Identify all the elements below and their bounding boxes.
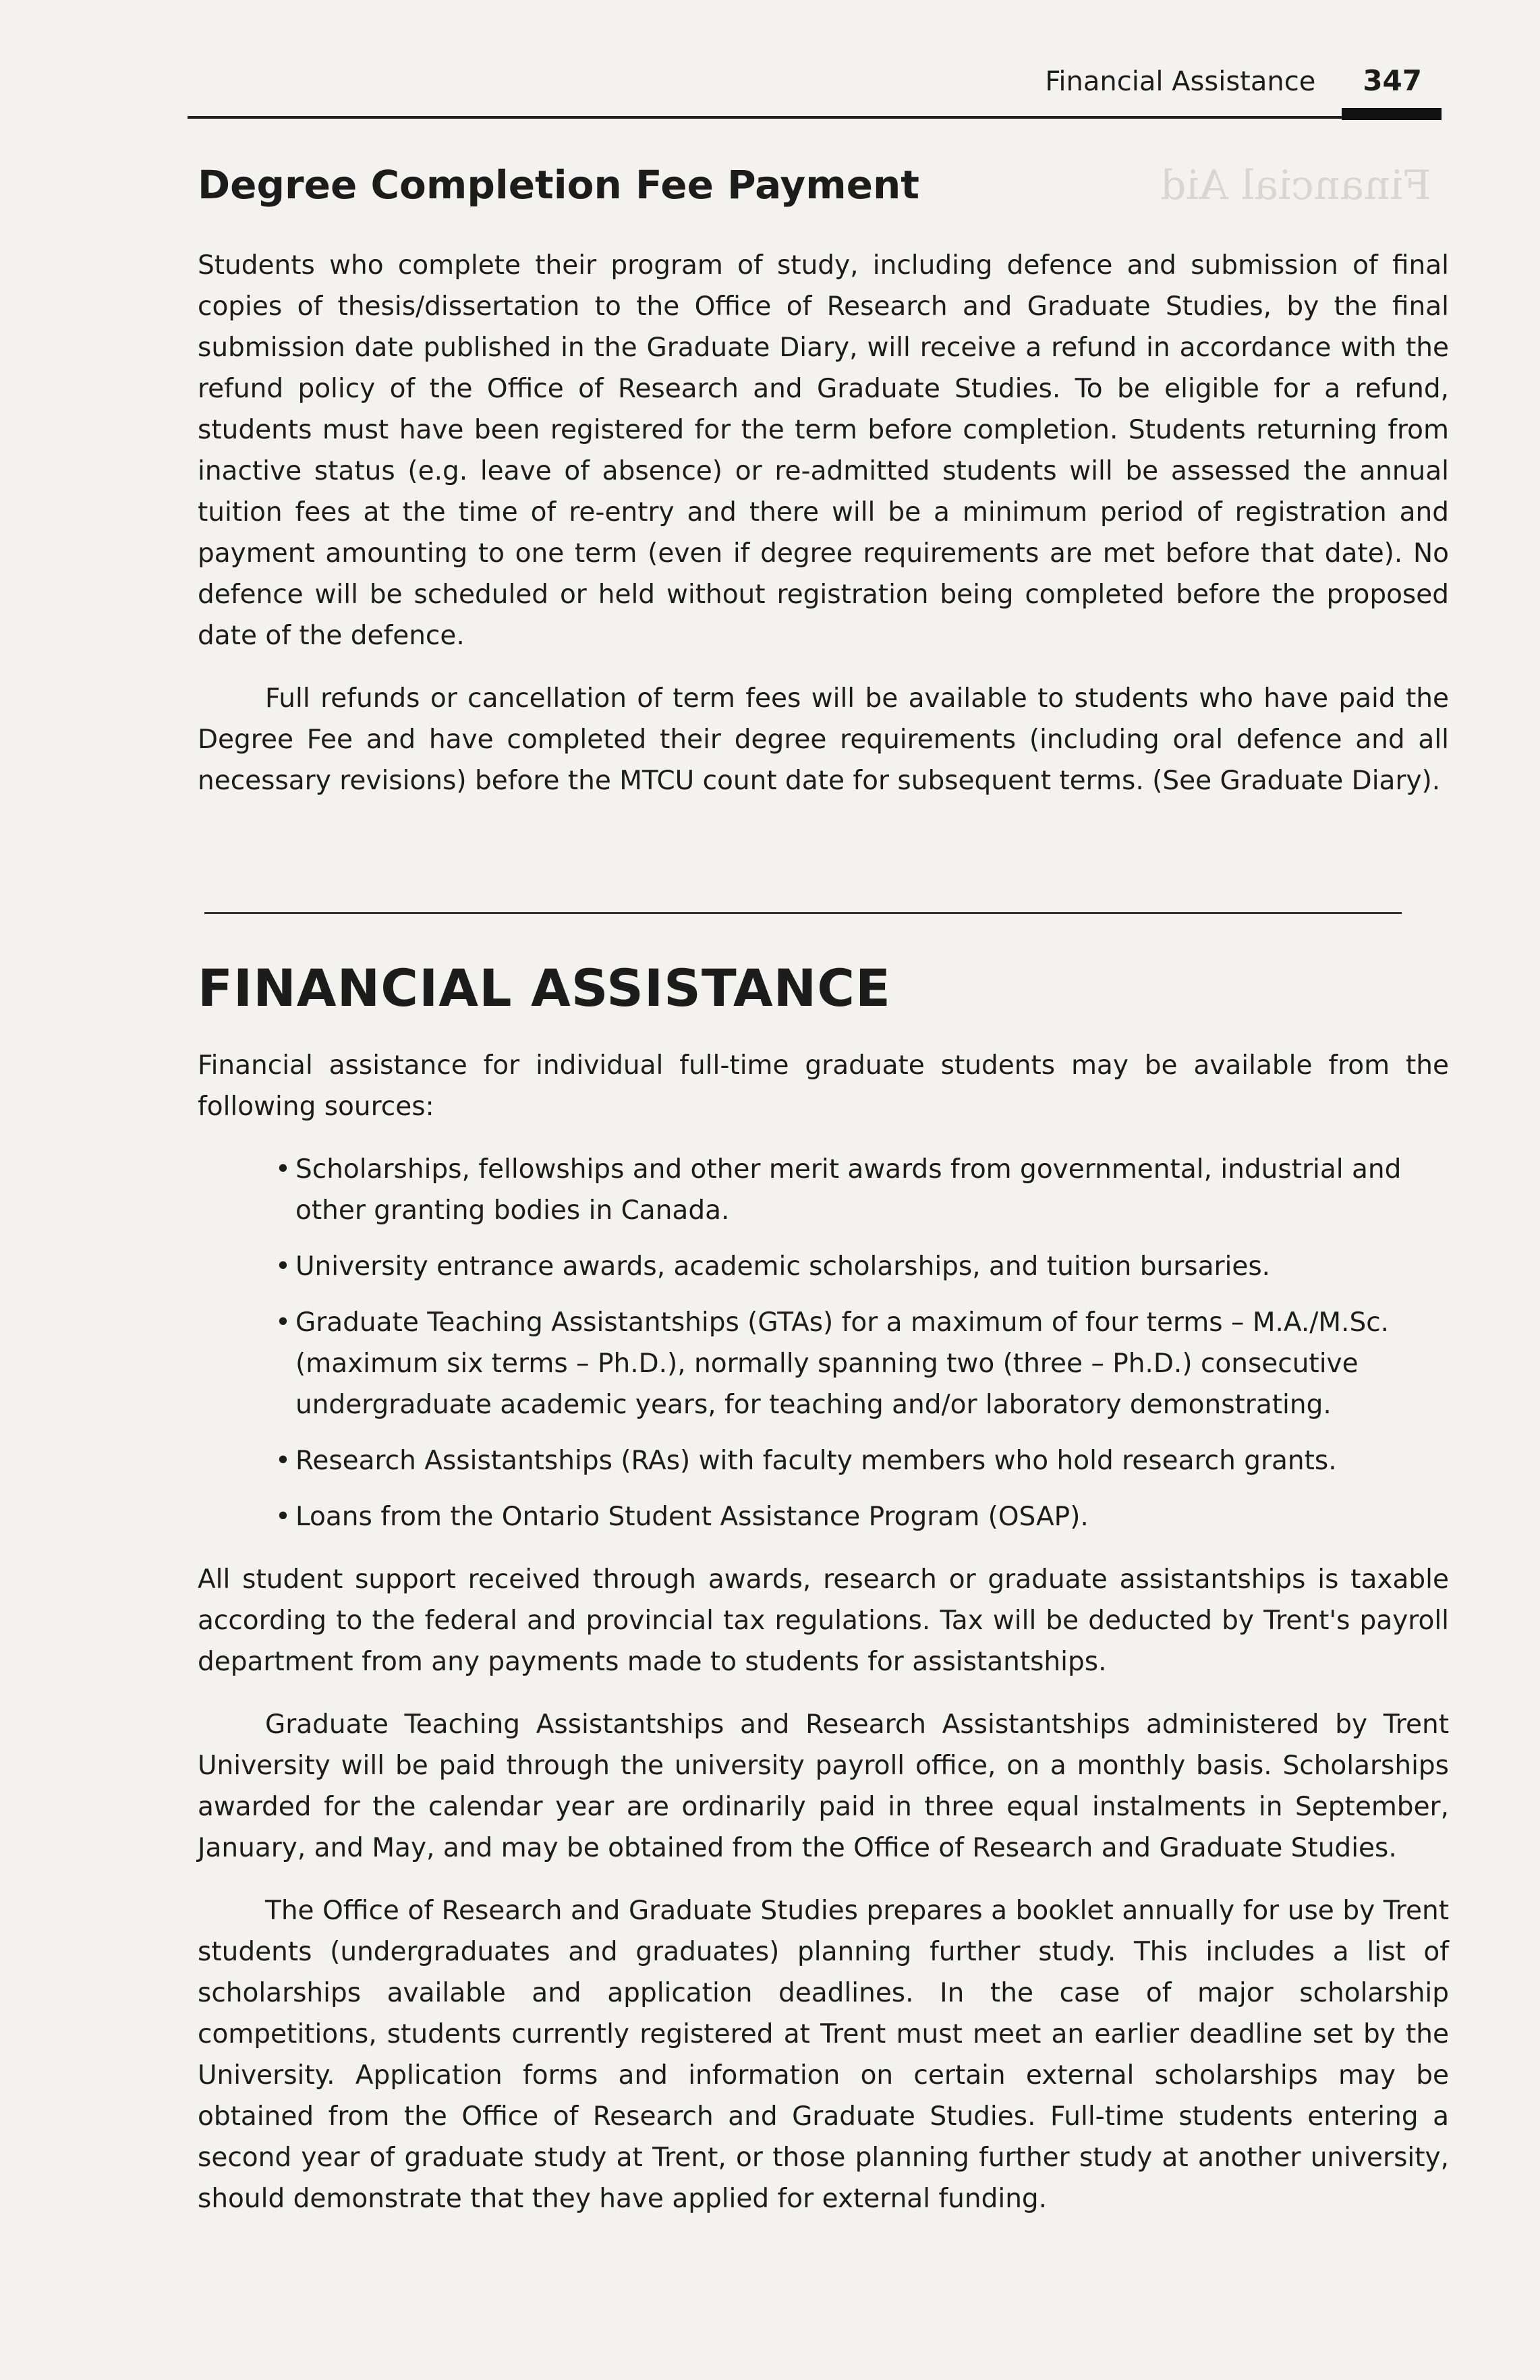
bullet-icon: • (275, 1251, 291, 1282)
paragraph: Full refunds or cancellation of term fees will be available to students who have paid the Degree Fee and have completed their degree requirements (including oral defence and all necessary revisions) before the MTCU count date for subsequent terms. (See Graduate Diary). (198, 683, 1449, 796)
list-item (275, 1302, 1449, 1425)
paragraph: All student support received through awards, research or graduate assistantships is taxable according to the federal and provincial tax regulations. Tax will be deducted by Trent's payroll department from any payments made to students for assistantships. (198, 1564, 1449, 1677)
bleed-through-text: Financial Aid (1160, 162, 1431, 209)
section-heading-degree-completion: Degree Completion Fee Payment (198, 162, 920, 208)
funding-sources-list (198, 1149, 1449, 1537)
section-divider (204, 912, 1402, 914)
header-rule-accent (1342, 108, 1442, 120)
list-item (275, 1440, 1449, 1481)
bullet-icon: • (275, 1446, 291, 1476)
list-item-text: Graduate Teaching Assistantships (GTAs) for a maximum of four terms – M.A./M.Sc. (maximum six terms – Ph.D.), normally spanning two (three – Ph.D.) consecutive undergraduate academic years, for teaching and/or laboratory demonstrating. (295, 1307, 1390, 1420)
list-item (275, 1246, 1449, 1287)
bullet-icon: • (275, 1154, 291, 1185)
paragraph: The Office of Research and Graduate Studies prepares a booklet annually for use by Trent students (undergraduates and graduates) planning further study. This includes a list of scholarships available and application deadlines. In the case of major scholarship competitions, students currently registered at Trent must meet an earlier deadline set by the University. Application forms and information on certain external scholarships may be obtained from the Office of Research and Graduate Studies. Full-time students entering a second year of graduate study at Trent, or those planning further study at another university, should demonstrate that they have applied for external funding. (198, 1896, 1449, 2214)
paragraph-intro: Financial assistance for individual full-time graduate students may be available from the following sources: (198, 1050, 1449, 1122)
paragraph: Students who complete their program of study, including defence and submission of final copies of thesis/dissertation to the Office of Research and Graduate Studies, by the final submission date published in the Graduate Diary, will receive a refund in accordance with the refund policy of the Office of Research and Graduate Studies. To be eligible for a refund, students must have been registered for the term before completion. Students returning from inactive status (e.g. leave of absence) or re-admitted students will be assessed the annual tuition fees at the time of re-entry and there will be a minimum period of registration and payment amounting to one term (even if degree requirements are met before that date). No defence will be scheduled or held without registration being completed before the proposed date of the defence. (198, 250, 1449, 651)
list-item-text: Scholarships, fellowships and other merit awards from governmental, industrial and other granting bodies in Canada. (295, 1154, 1402, 1226)
running-head (1045, 64, 1422, 97)
paragraph: Graduate Teaching Assistantships and Research Assistantships administered by Trent University will be paid through the university payroll office, on a monthly basis. Scholarships awarded for the calendar year are ordinarily paid in three equal instalments in September, January, and May, and may be obtained from the Office of Research and Graduate Studies. (198, 1709, 1449, 1863)
bullet-icon: • (275, 1307, 291, 1338)
running-head-title: Financial Assistance (1045, 66, 1316, 97)
financial-assistance-section (198, 958, 1449, 2241)
page-number: 347 (1363, 64, 1422, 97)
header-rule (188, 116, 1442, 119)
major-heading-financial-assistance: FINANCIAL ASSISTANCE (198, 958, 891, 1018)
list-item-text: Loans from the Ontario Student Assistance Program (OSAP). (295, 1502, 1089, 1532)
bullet-icon: • (275, 1502, 291, 1532)
list-item-text: Research Assistantships (RAs) with faculty members who hold research grants. (295, 1446, 1337, 1476)
list-item-text: University entrance awards, academic scholarships, and tuition bursaries. (295, 1251, 1271, 1282)
list-item (275, 1496, 1449, 1537)
list-item (275, 1149, 1449, 1231)
degree-completion-section (198, 162, 1449, 823)
